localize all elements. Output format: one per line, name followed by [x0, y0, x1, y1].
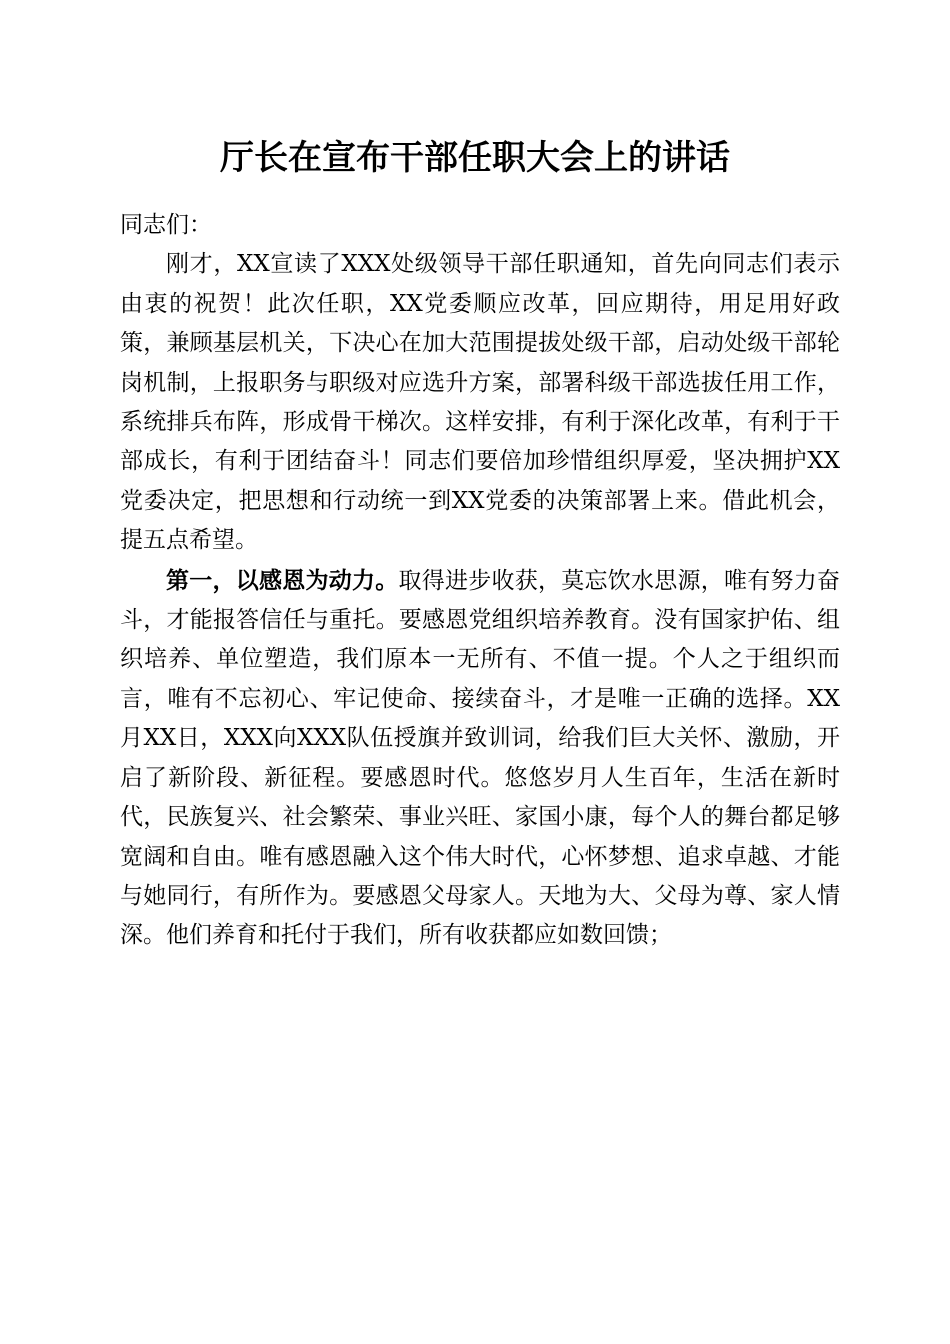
point-one-heading: 第一，以感恩为动力。 [166, 566, 399, 594]
salutation: 同志们： [120, 212, 212, 238]
point-one-paragraph [120, 561, 840, 956]
opening-paragraph: 刚才，XX宣读了XXX处级领导干部任职通知，首先向同志们表示由衷的祝贺！此次任职，XX党委顺应改革，回应期待，用足用好政策，兼顾基层机关，下决心在加大范围提拔处级干部，启动处级干部轮岗机制，上报职务与职级对应选升方案，部署科级干部选拔任用工作，系统排兵布阵，形成骨干梯次。这样安排，有利于深化改革，有利于干部成长，有利于团结奋斗！同志们要倍加珍惜组织厚爱，坚决拥护XX党委决定，把思想和行动统一到XX党委的决策部署上来。借此机会，提五点希望。 [120, 251, 840, 554]
document-title: 厅长在宣布干部任职大会上的讲话 [220, 138, 730, 178]
document-body [120, 206, 840, 956]
point-one-text: 取得进步收获，莫忘饮水思源，唯有努力奋斗，才能报答信任与重托。要感恩党组织培养教育。没有国家护佑、组织培养、单位塑造，我们原本一无所有、不值一提。个人之于组织而言，唯有不忘初心、牢记使命、接续奋斗，才是唯一正确的选择。XX月XX日，XXX向XXX队伍授旗并致训词，给我们巨大关怀、激励，开启了新阶段、新征程。要感恩时代。悠悠岁月人生百年，生活在新时代，民族复兴、社会繁荣、事业兴旺、家国小康，每个人的舞台都足够宽阔和自由。唯有感恩融入这个伟大时代，心怀梦想、追求卓越、才能与她同行，有所作为。要感恩父母家人。天地为大、父母为尊、家人情深。他们养育和托付于我们，所有收获都应如数回馈； [120, 567, 840, 949]
